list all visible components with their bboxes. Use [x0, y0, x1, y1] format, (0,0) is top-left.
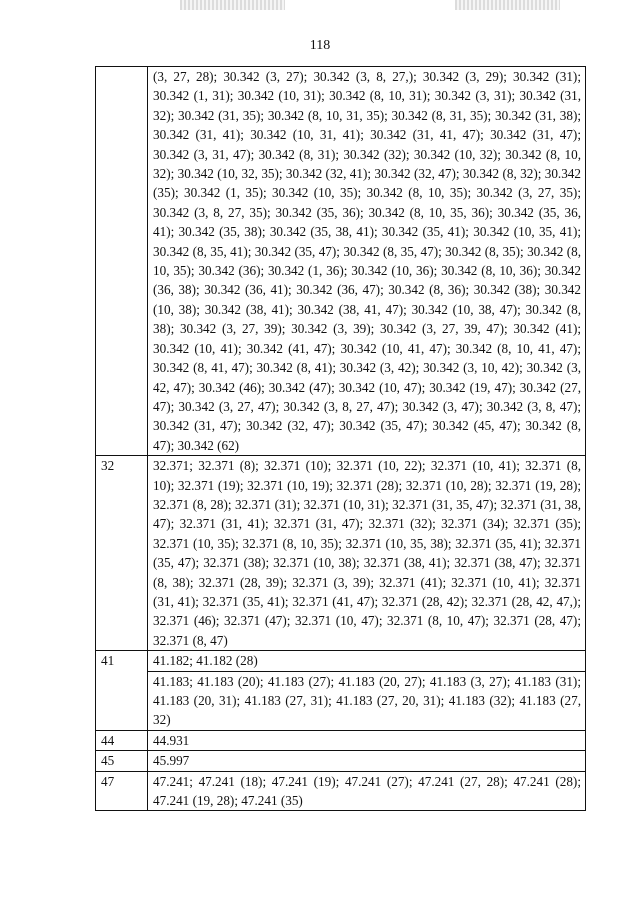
scan-artifact-left	[180, 0, 285, 10]
code-list: 32.371; 32.371 (8); 32.371 (10); 32.371 (10, 22); 32.371 (10, 41); 32.371 (8, 10); 32.371 (19); 32.371 (10, 19); 32.371 (28); 32.371 (10, 28); 32.371 (19, 28); 32.371 (8, 28); 32.371 (31); 32.371 (10, 31); 32.371 (31, 35, 47); 32.371 (31, 38, 47); 32.371 (31, 41); 32.371 (31, 47); 32.371 (32); 32.371 (34); 32.371 (35); 32.371 (10, 35); 32.371 (8, 10, 35); 32.371 (10, 35, 38); 32.371 (35, 41); 32.371 (35, 47); 32.371 (38); 32.371 (10, 38); 32.371 (38, 41); 32.371 (38, 47); 32.371 (8, 38); 32.371 (28, 39); 32.371 (3, 39); 32.371 (41); 32.371 (10, 41); 32.371 (31, 41); 32.371 (35, 41); 32.371 (41, 47); 32.371 (28, 42); 32.371 (28, 42, 47,); 32.371 (46); 32.371 (47); 32.371 (10, 47); 32.371 (8, 10, 47); 32.371 (28, 47); 32.371 (8, 47)	[148, 456, 586, 651]
table-row	[96, 671, 586, 730]
section-code: 45	[96, 751, 148, 771]
code-list: (3, 27, 28); 30.342 (3, 27); 30.342 (3, 8, 27,); 30.342 (3, 29); 30.342 (31); 30.342 (1, 31); 30.342 (10, 31); 30.342 (8, 10, 31); 30.342 (3, 31); 30.342 (31, 32); 30.342 (31, 35); 30.342 (8, 10, 31, 35); 30.342 (8, 31, 35); 30.342 (31, 38); 30.342 (31, 41); 30.342 (10, 31, 41); 30.342 (31, 41, 47); 30.342 (31, 47); 30.342 (3, 31, 47); 30.342 (8, 31); 30.342 (32); 30.342 (10, 32); 30.342 (8, 10, 32); 30.342 (10, 32, 35); 30.342 (32, 41); 30.342 (32, 47); 30.342 (8, 32); 30.342 (35); 30.342 (1, 35); 30.342 (10, 35); 30.342 (8, 10, 35); 30.342 (3, 27, 35); 30.342 (3, 8, 27, 35); 30.342 (35, 36); 30.342 (8, 10, 35, 36); 30.342 (35, 36, 41); 30.342 (35, 38); 30.342 (35, 38, 41); 30.342 (35, 41); 30.342 (10, 35, 41); 30.342 (8, 35, 41); 30.342 (35, 47); 30.342 (8, 35, 47); 30.342 (8, 35); 30.342 (8, 10, 35); 30.342 (36); 30.342 (1, 36); 30.342 (10, 36); 30.342 (8, 10, 36); 30.342 (36, 38); 30.342 (36, 41); 30.342 (36, 47); 30.342 (8, 36); 30.342 (38); 30.342 (10, 38); 30.342 (38, 41); 30.342 (38, 41, 47); 30.342 (10, 38, 47); 30.342 (8, 38); 30.342 (3, 27, 39); 30.342 (3, 39); 30.342 (3, 27, 39, 47); 30.342 (41); 30.342 (10, 41); 30.342 (41, 47); 30.342 (10, 41, 47); 30.342 (8, 10, 41, 47); 30.342 (8, 41, 47); 30.342 (8, 41); 30.342 (3, 42); 30.342 (3, 10, 42); 30.342 (3, 42, 47); 30.342 (46); 30.342 (47); 30.342 (10, 47); 30.342 (19, 47); 30.342 (27, 47); 30.342 (3, 27, 47); 30.342 (3, 8, 27, 47); 30.342 (3, 47); 30.342 (3, 8, 47); 30.342 (31, 47); 30.342 (32, 47); 30.342 (35, 47); 30.342 (45, 47); 30.342 (8, 47); 30.342 (62)	[148, 67, 586, 456]
section-code: 47	[96, 771, 148, 811]
table-row	[96, 751, 586, 771]
section-code	[96, 67, 148, 456]
code-list: 41.182; 41.182 (28)	[148, 651, 586, 671]
table-row	[96, 651, 586, 671]
section-code: 32	[96, 456, 148, 651]
table-row	[96, 730, 586, 750]
code-table	[95, 66, 586, 811]
table-row	[96, 456, 586, 651]
table-row	[96, 771, 586, 811]
page-number: 118	[309, 38, 331, 53]
code-list: 45.997	[148, 751, 586, 771]
section-code: 41	[96, 651, 148, 731]
section-code: 44	[96, 730, 148, 750]
code-list: 41.183; 41.183 (20); 41.183 (27); 41.183 (20, 27); 41.183 (3, 27); 41.183 (31); 41.183 (20, 31); 41.183 (27, 31); 41.183 (27, 20, 31); 41.183 (32); 41.183 (27, 32)	[148, 671, 586, 730]
table-row	[96, 67, 586, 456]
scan-artifact-right	[455, 0, 560, 10]
code-list: 47.241; 47.241 (18); 47.241 (19); 47.241 (27); 47.241 (27, 28); 47.241 (28); 47.241 (19, 28); 47.241 (35)	[148, 771, 586, 811]
code-list: 44.931	[148, 730, 586, 750]
